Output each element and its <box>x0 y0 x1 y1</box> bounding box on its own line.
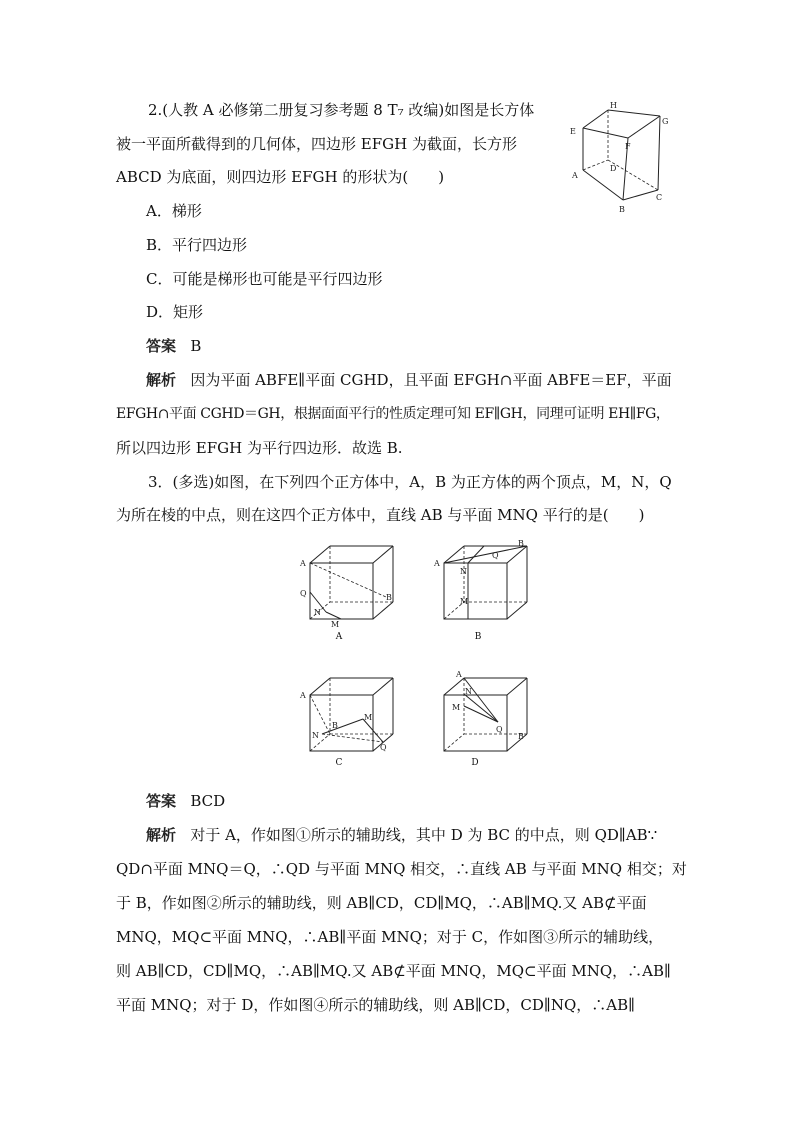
label-e: E <box>570 127 576 136</box>
cube-figure-c <box>298 676 408 766</box>
q2-option-b: B．平行四边形 <box>146 236 248 254</box>
q3-analysis-line-5: 则 AB∥CD，CD∥MQ，∴AB∥MQ.又 AB⊄平面 MNQ，MQ⊂平面 MNQ，∴AB∥ <box>116 962 671 980</box>
answer-label: 答案 <box>146 337 177 355</box>
q2-option-d: D．矩形 <box>146 303 204 321</box>
svg-text:N: N <box>465 687 472 696</box>
label-g: G <box>662 117 669 126</box>
cube-figure-b <box>432 540 542 630</box>
analysis-text: 因为平面 ABFE∥平面 CGHD，且平面 EFGH∩平面 ABFE＝EF，平面 <box>190 371 672 389</box>
label-c: C <box>656 193 663 202</box>
svg-text:A: A <box>456 670 462 679</box>
q3-line-1: 3．(多选)如图，在下列四个正方体中，A，B 为正方体的两个顶点，M，N，Q <box>148 473 672 491</box>
svg-text:B: B <box>518 539 524 548</box>
q2-analysis-line-1 <box>146 370 672 390</box>
q2-analysis-line-3: 所以四边形 EFGH 为平行四边形．故选 B. <box>116 439 403 457</box>
svg-text:B: B <box>518 732 524 741</box>
q3-analysis-line-2: QD∩平面 MNQ＝Q，∴QD 与平面 MNQ 相交，∴直线 AB 与平面 MNQ 相交；对 <box>116 860 687 878</box>
label-b: B <box>619 205 625 214</box>
svg-text:Q: Q <box>300 589 307 598</box>
q3-analysis-line-3: 于 B，作如图②所示的辅助线，则 AB∥CD，CD∥MQ，∴AB∥MQ.又 AB⊄平面 <box>116 894 647 912</box>
answer-label: 答案 <box>146 792 177 810</box>
label-f: F <box>625 142 631 151</box>
cube-caption-a: A <box>335 632 343 642</box>
q3-analysis-line-1 <box>146 825 657 845</box>
cube-figure-d <box>432 672 542 762</box>
svg-text:N: N <box>314 608 321 617</box>
q2-option-c: C．可能是梯形也可能是平行四边形 <box>146 270 383 288</box>
q2-answer <box>146 336 201 356</box>
svg-text:Q: Q <box>380 743 387 752</box>
q2-solid-figure <box>568 98 678 218</box>
q2-analysis-line-2: EFGH∩平面 CGHD＝GH，根据面面平行的性质定理可知 EF∥GH，同理可证明 EH∥FG， <box>116 406 670 422</box>
q2-line-1: 2.(人教 A 必修第二册复习参考题 8 T₇ 改编)如图是长方体 <box>148 101 535 119</box>
cube-figure-a <box>298 540 408 630</box>
q3-line-2: 为所在棱的中点，则在这四个正方体中，直线 AB 与平面 MNQ 平行的是( ) <box>116 506 645 524</box>
svg-text:N: N <box>460 567 467 576</box>
svg-text:Q: Q <box>492 551 499 560</box>
svg-text:M: M <box>331 620 340 629</box>
svg-text:A: A <box>300 559 306 568</box>
answer-value: B <box>190 337 202 355</box>
svg-text:M: M <box>452 703 461 712</box>
svg-text:Q: Q <box>496 725 503 734</box>
svg-text:A: A <box>434 559 440 568</box>
svg-text:A: A <box>300 691 306 700</box>
q2-line-2: 被一平面所截得到的几何体，四边形 EFGH 为截面，长方形 <box>116 135 517 153</box>
analysis-label: 解析 <box>146 826 177 844</box>
svg-text:B: B <box>386 593 392 602</box>
q2-option-a: A．梯形 <box>146 202 202 220</box>
analysis-text: 对于 A，作如图①所示的辅助线，其中 D 为 BC 的中点，则 QD∥AB∵ <box>190 826 658 844</box>
label-d: D <box>610 164 617 173</box>
answer-value: BCD <box>190 792 226 810</box>
label-a: A <box>572 171 578 180</box>
cube-caption-b: B <box>474 632 482 642</box>
svg-text:N: N <box>312 731 319 740</box>
q2-line-3: ABCD 为底面，则四边形 EFGH 的形状为( ) <box>116 168 445 186</box>
q3-analysis-line-4: MNQ，MQ⊂平面 MNQ，∴AB∥平面 MNQ；对于 C，作如图③所示的辅助线， <box>116 928 664 946</box>
cube-caption-d: D <box>471 758 479 768</box>
svg-text:M: M <box>460 597 469 606</box>
analysis-label: 解析 <box>146 371 177 389</box>
q3-analysis-line-6: 平面 MNQ；对于 D，作如图④所示的辅助线，则 AB∥CD，CD∥NQ，∴AB∥ <box>116 996 636 1014</box>
svg-text:B: B <box>332 721 338 730</box>
svg-text:M: M <box>364 713 373 722</box>
label-h: H <box>610 101 617 110</box>
cube-caption-c: C <box>335 758 343 768</box>
q3-answer <box>146 791 225 811</box>
